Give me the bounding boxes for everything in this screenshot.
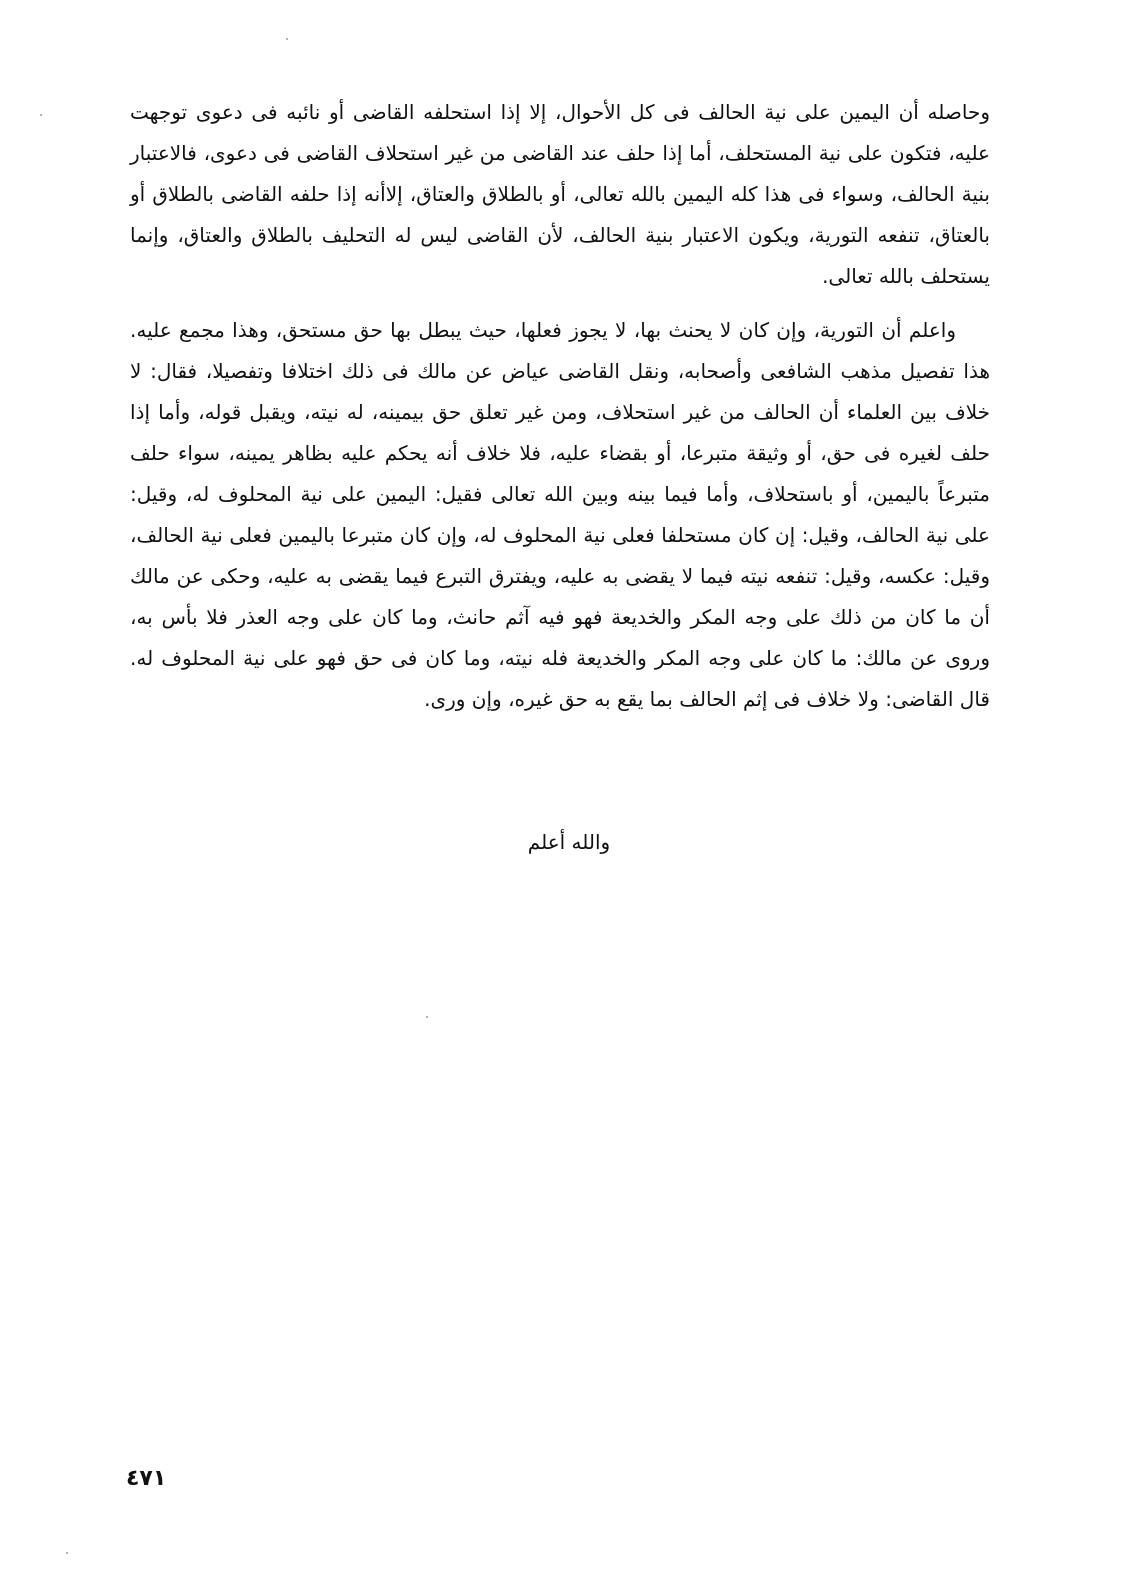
scan-speck xyxy=(66,1552,68,1554)
paragraph-1: وحاصله أن اليمين على نية الحالف فى كل الأحوال، إلا إذا استحلفه القاضى أو نائبه فى دعوى توجهت عليه، فتكون على نية المستحلف، أما إذا حلف عند القاضى من غير استحلاف القاضى فى دعوى، فالاعتبار بنية الحالف، وسواء فى هذا كله اليمين بالله تعالى، أو بالطلاق والعتاق، إلاأنه إذا حلفه القاضى بالطلاق أو بالعتاق، تنفعه التورية، ويكون الاعتبار بنية الحالف، لأن القاضى ليس له التحليف بالطلاق والعتاق، وإنما يستحلف بالله تعالى. xyxy=(130,100,990,288)
scan-speck xyxy=(426,1016,428,1018)
scan-speck xyxy=(40,114,42,116)
scan-speck xyxy=(286,38,288,40)
page-number: ٤٧١ xyxy=(126,1466,167,1491)
paragraph-2: واعلم أن التورية، وإن كان لا يحنث بها، لا يجوز فعلها، حيث يبطل بها حق مستحق، وهذا مجمع عليه. هذا تفصيل مذهب الشافعى وأصحابه، ونقل القاضى عياض عن مالك فى ذلك اختلافا وتفصيلا، فقال: لا خلاف بين العلماء أن الحالف من غير استحلاف، ومن غير تعلق حق بيمينه، له نيته، ويقبل قوله، وأما إذا حلف لغيره فى حق، أو وثيقة متبرعا، أو بقضاء عليه، فلا خلاف أنه يحكم عليه بظاهر يمينه، سواء حلف متبرعاً باليمين، أو باستحلاف، وأما فيما بينه وبين الله تعالى فقيل: اليمين على نية المحلوف له، وقيل: على نية الحالف، وقيل: إن كان مستحلفا فعلى نية المحلوف له، وإن كان متبرعا باليمين فعلى نية الحالف، وقيل: عكسه، وقيل: تنفعه نيته فيما لا يقضى به عليه، ويفترق التبرع فيما يقضى به عليه، وحكى عن مالك أن ما كان من ذلك على وجه المكر والخديعة فهو فيه آثم حانث، وما كان على وجه العذر فلا بأس به، وروى عن مالك: ما كان على وجه المكر والخديعة فله نيته، وما كان فى حق فهو على نية المحلوف له. قال القاضى: ولا خلاف فى إثم الحالف بما يقع به حق غيره، وإن ورى. xyxy=(130,318,990,711)
closing-phrase: والله أعلم xyxy=(527,830,611,854)
